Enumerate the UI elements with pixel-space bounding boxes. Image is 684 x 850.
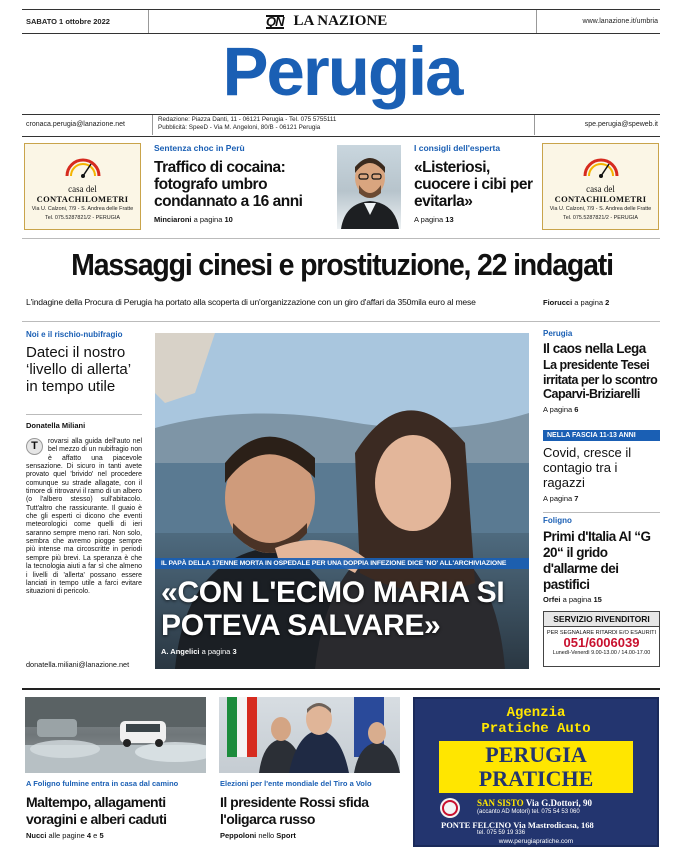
maltempo-page-a: 4 [86, 831, 92, 840]
pratiche-web[interactable]: www.perugiapratiche.com [498, 838, 574, 845]
speedometer-logo-icon [25, 146, 142, 186]
listeriosi-ref-text: A pagina [414, 215, 444, 224]
maltempo-kicker: A Foligno fulmine entra in casa dal camino [26, 779, 179, 788]
rossi-author: Peppoloni [220, 831, 257, 840]
qn-logo-mark: QN [266, 13, 284, 29]
flooded-street-icon [25, 697, 206, 773]
editorial-column[interactable] [26, 330, 142, 395]
pratiche-line2: Pratiche Auto [481, 721, 591, 737]
editorial-body: rovarsi alla guida dell'auto nel bel mezzo di un nubifragio non è affatto una piacevole sensazione. Di sicuro in tanti avete provato quel 'brivido' nel procedere comunque su strade allagate, con il timore di ritrovarvi il ramo di un albero (o l'albero stesso) sull'abitacolo. Tutt'altro che rassicurante. Il guaio è che gli esperti ci dicono che eventi meteorologici come quelli di ieri saranno sempre meno rari. Non solo, sembra che avremo piogge sempre più intense ma circoscritte in periodi sempre più brevi. La speranza è che la tecnologia aiuti a far sì che almeno i livelli di 'allerta' possano essere lanciati in tempo utile a farci evitare situazioni di pericolo. [26, 438, 142, 596]
dropcap-badge: T [26, 438, 43, 455]
rossi-ref-text: nello [258, 831, 275, 840]
servizio-rivenditori-box[interactable] [543, 611, 660, 667]
photo-story-kicker: IL PAPÀ DELLA 17ENNE MORTA IN OSPEDALE PER UNA DOPPIA INFEZIONE DICE 'NO' ALL'ARCHIVIAZIONE [155, 558, 529, 569]
pratiche-addr2-place: PONTE FELCINO [441, 820, 512, 830]
newsroom-address: Redazione: Piazza Danti, 11 - 06121 Perugia - Tel. 075 5755111 [158, 116, 337, 123]
pratiche-brand1: PERUGIA [485, 742, 587, 767]
agency-badge-icon [439, 797, 461, 819]
pratiche-addr1-place: SAN SISTO [477, 798, 524, 808]
listeriosi-story[interactable] [414, 143, 534, 224]
lega-story[interactable] [543, 329, 660, 414]
ad-left-line2: CONTACHILOMETRI [36, 194, 129, 204]
editorial-email[interactable]: donatella.miliani@lanazione.net [26, 660, 130, 669]
foligno-page: 15 [593, 595, 602, 604]
foligno-author: Orfei [543, 595, 561, 604]
flood-photo[interactable] [25, 697, 206, 773]
listeriosi-title: «Listeriosi, cuocere i cibi per evitarla» [414, 159, 533, 210]
expert-portrait-photo [337, 145, 401, 229]
pratiche-brand-panel [439, 741, 633, 793]
covid-story[interactable] [543, 445, 660, 503]
officials-group-icon [219, 697, 400, 773]
lega-subtitle: La presidente Tesei irritata per lo scontro Caparvi-Briziarelli [543, 358, 658, 401]
headline-ref-text: a pagina [574, 298, 604, 307]
maltempo-story[interactable] [26, 779, 211, 840]
site-link[interactable]: www.lanazione.it/umbria [582, 18, 658, 25]
rossi-section: Sport [276, 831, 296, 840]
speedometer-logo-icon [543, 146, 660, 186]
servizio-hours: Lunedì-Venerdì 9.00-13.00 / 14.00-17.00 [552, 650, 651, 656]
covid-band: NELLA FASCIA 11-13 ANNI [543, 430, 660, 441]
ad-left-line1: casa del [68, 184, 97, 194]
main-headline[interactable]: Massaggi cinesi e prostituzione, 22 indagati [71, 247, 613, 282]
rossi-kicker: Elezioni per l'ente mondiale del Tiro a Volo [220, 779, 372, 788]
main-subtitle: L'indagine della Procura di Perugia ha portato alla scoperta di un'organizzazione con un giro d'affari da 350mila euro al mese [26, 297, 476, 307]
editorial-body-wrap [26, 438, 142, 597]
servizio-phone[interactable]: 051/6006039 [563, 635, 640, 650]
advertising-email[interactable]: spe.perugia@speweb.it [584, 121, 658, 128]
advertising-address: Pubblicità: SpeeD - Via M. Angeloni, 80/B - 06121 Perugia [158, 124, 321, 131]
photo-story-title: «CON L'ECMO MARIA SI POTEVA SALVARE» [161, 576, 505, 642]
maltempo-title: Maltempo, allagamenti voragini e alberi caduti [26, 794, 167, 827]
pratiche-brand2: PRATICHE [478, 766, 594, 791]
ad-right-address: Via U. Calzoni, 7/9 - S. Andrea delle Fratte [549, 206, 652, 212]
newspaper-name: LA NAZIONE [293, 13, 388, 29]
listeriosi-kicker: I consigli dell'esperta [414, 143, 501, 153]
ad-left-address: Via U. Calzoni, 7/9 - S. Andrea delle Fratte [31, 206, 134, 212]
lega-kicker: Perugia [543, 329, 573, 338]
newspaper-logo[interactable] [266, 13, 387, 30]
ad-left-phone: Tel. 075.5287821/2 - PERUGIA [45, 215, 120, 221]
covid-ref-text: A pagina [543, 494, 573, 503]
pratiche-addr2-phone: tel. 075 59 19 336 [477, 830, 526, 836]
covid-page: 7 [574, 494, 579, 503]
lega-ref-text: A pagina [543, 404, 573, 414]
contachilometri-ad-right[interactable] [542, 143, 659, 230]
pratiche-addr2: Via Mastrodicasa, 168 [513, 820, 594, 830]
perugia-pratiche-ad[interactable] [413, 697, 659, 847]
lega-page: 6 [574, 404, 579, 414]
maltempo-page-b: 5 [99, 831, 104, 840]
portrait-figure-icon [337, 145, 401, 229]
rossi-story[interactable] [220, 779, 410, 840]
editorial-kicker: Noi e il rischio-nubifragio [26, 330, 123, 339]
contachilometri-ad-left[interactable] [24, 143, 141, 230]
photo-story-page: 3 [232, 647, 237, 656]
ad-right-line1: casa del [586, 184, 615, 194]
ad-right-phone: Tel. 075.5287821/2 - PERUGIA [563, 215, 638, 221]
photo-story-ref-text: a pagina [201, 647, 231, 656]
lega-title: Il caos nella Lega [543, 341, 646, 356]
photo-story-author: A. Angelici [161, 647, 200, 656]
servizio-line: PER SEGNALARE RITARDI E/O ESAURITI [546, 630, 657, 636]
issue-date: SABATO 1 ottobre 2022 [26, 17, 110, 26]
cocaina-page: 10 [224, 215, 233, 224]
pratiche-line1: Agenzia [506, 705, 566, 721]
maltempo-ref-text: alle pagine [48, 831, 85, 840]
ad-right-line2: CONTACHILOMETRI [554, 194, 647, 204]
rossi-title: Il presidente Rossi sfida l'oligarca russo [220, 794, 369, 827]
servizio-title: SERVIZIO RIVENDITORI [544, 612, 659, 627]
edition-title: Perugia [222, 33, 462, 110]
cocaina-kicker: Sentenza choc in Perù [154, 143, 245, 153]
listeriosi-page: 13 [445, 215, 454, 224]
rossi-photo[interactable] [219, 697, 400, 773]
foligno-title: Primi d'Italia Al “G 20“ il grido d'allarme dei pastifici [543, 529, 651, 592]
cocaina-ref-text: a pagina [193, 215, 223, 224]
newsroom-email[interactable]: cronaca.perugia@lanazione.net [26, 121, 125, 128]
editorial-title: Dateci il nostro ‘livello di allerta’ in tempo utile [26, 344, 131, 395]
cocaina-title: Traffico di cocaina: fotografo umbro condannato a 16 anni [154, 159, 303, 210]
pratiche-addr1: Via G.Dottori, 90 [525, 798, 593, 808]
editorial-author: Donatella Miliani [26, 421, 86, 430]
cocaina-story[interactable] [154, 143, 334, 224]
couple-photo[interactable] [155, 333, 529, 669]
cocaina-author: Minciaroni [154, 215, 192, 224]
foligno-ref-text: a pagina [562, 595, 592, 604]
pratiche-addr1-note: (accanto AD Motori) tel. 075 54 53 060 [477, 809, 580, 815]
covid-title: Covid, cresce il contagio tra i ragazzi [543, 445, 632, 490]
foligno-story[interactable] [543, 516, 660, 604]
foligno-kicker: Foligno [543, 516, 572, 525]
headline-author: Fiorucci [543, 298, 573, 307]
maltempo-and: e [93, 831, 98, 840]
maltempo-author: Nucci [26, 831, 47, 840]
headline-page: 2 [605, 298, 610, 307]
